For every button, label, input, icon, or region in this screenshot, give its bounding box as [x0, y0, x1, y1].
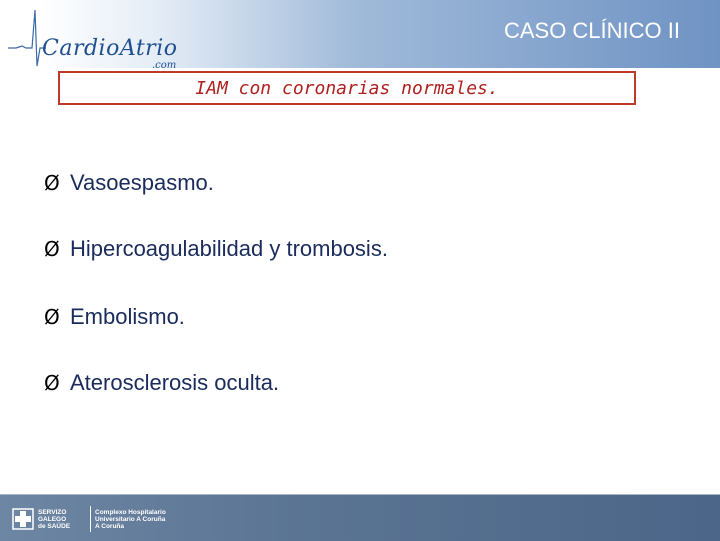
subtitle-text: IAM con coronarias normales.	[195, 78, 499, 99]
servizo-line: de SAÚDE	[38, 523, 71, 530]
cardioatrio-logo	[6, 8, 196, 71]
bullet-text: Vasoespasmo.	[70, 170, 214, 195]
complexo-line: Complexo Hospitalario	[95, 509, 166, 516]
bullet-item	[44, 304, 185, 330]
complexo-hospitalario-text	[95, 509, 166, 530]
complexo-line: Universitario A Coruña	[95, 516, 166, 523]
arrow-bullet-icon: Ø	[44, 305, 60, 329]
servizo-line: GALEGO	[38, 516, 67, 523]
complexo-line: A Coruña	[95, 523, 125, 530]
bullet-item	[44, 370, 279, 396]
slide-title: CASO CLÍNICO II	[503, 18, 680, 43]
footer-divider	[90, 506, 91, 532]
bullet-text: Hipercoagulabilidad y trombosis.	[70, 236, 388, 261]
arrow-bullet-icon: Ø	[44, 371, 60, 395]
logo-domain: .com	[152, 60, 177, 71]
bullet-item	[44, 170, 214, 196]
subtitle-box	[58, 71, 636, 105]
bullet-item	[44, 236, 388, 262]
servizo-galego-text	[38, 509, 70, 530]
arrow-bullet-icon: Ø	[44, 237, 60, 261]
servizo-galego-logo-icon	[12, 508, 34, 530]
bullet-text: Aterosclerosis oculta.	[70, 370, 280, 395]
arrow-bullet-icon: Ø	[44, 171, 60, 195]
logo-text: CardioAtrio	[42, 36, 178, 61]
bullet-text: Embolismo.	[70, 304, 185, 329]
servizo-line: SERVIZO	[38, 509, 67, 516]
